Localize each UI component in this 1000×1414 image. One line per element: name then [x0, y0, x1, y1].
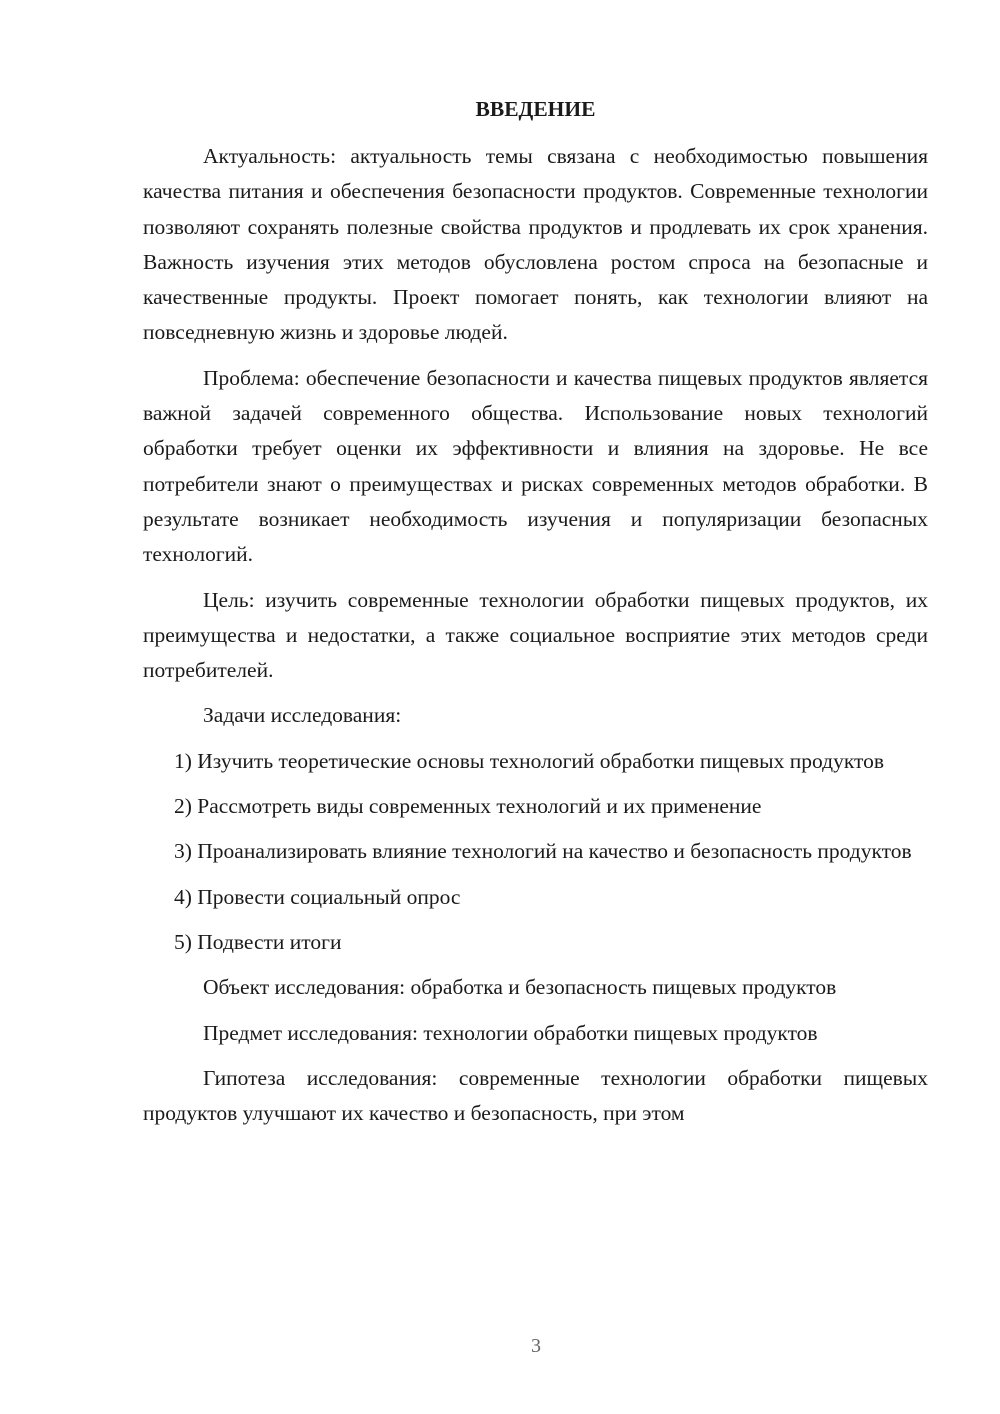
task-item-4: 4) Провести социальный опрос [174, 884, 461, 909]
task-item-2: 2) Рассмотреть виды современных технологий и их применение [174, 794, 762, 819]
task-item-5: 5) Подвести итоги [174, 929, 342, 954]
page-title: ВВЕДЕНИЕ [475, 97, 596, 121]
page-number: 3 [531, 1335, 541, 1357]
subject-paragraph: Предмет исследования: технологии обработки пищевых продуктов [203, 1020, 818, 1045]
tasks-title: Задачи исследования: [203, 703, 402, 728]
task-item-1: 1) Изучить теоретические основы технологий обработки пищевых продуктов [174, 748, 884, 773]
object-paragraph: Объект исследования: обработка и безопасность пищевых продуктов [203, 975, 837, 1000]
hypothesis-paragraph: Гипотеза исследования: современные технологии обработки пищевых продуктов улучшают их качество и безопасность, при этом [143, 1065, 928, 1126]
relevance-paragraph: Актуальность: актуальность темы связана с необходимостью повышения качества питания и обеспечения безопасности продуктов. Современные технологии позволяют сохранять полезные свойства продуктов и продлевать их срок хранения. Важность изучения этих методов обусловлена ростом спроса на безопасные и качественные продукты. Проект помогает понять, как технологии влияют на повседневную жизнь и здоровье людей. [143, 144, 928, 345]
problem-paragraph: Проблема: обеспечение безопасности и качества пищевых продуктов является важной задачей современного общества. Использование новых технологий обработки требует оценки их эффективности и влияния на здоровье. Не все потребители знают о преимуществах и рисках современных методов обработки. В результате возникает необходимость изучения и популяризации безопасных технологий. [143, 365, 928, 567]
document-page [143, 92, 928, 1141]
task-item-3: 3) Проанализировать влияние технологий на качество и безопасность продуктов [174, 839, 912, 864]
goal-paragraph: Цель: изучить современные технологии обработки пищевых продуктов, их преимущества и недостатки, а также социальное восприятие этих методов среди потребителей. [143, 587, 928, 683]
